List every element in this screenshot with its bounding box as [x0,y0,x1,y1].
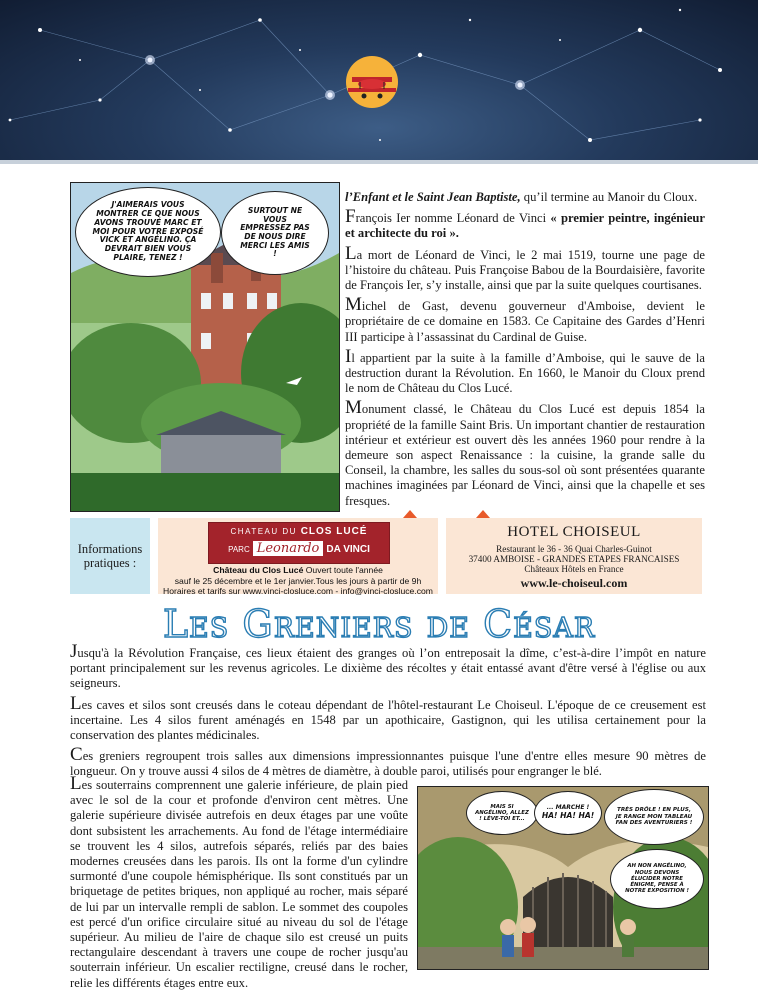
hotel-city: 37400 AMBOISE - GRANDES ETAPES FRANCAISES [468,554,680,564]
info-label: Informations pratiques : [70,518,150,594]
hotel-address: Restaurant le 36 - 36 Quai Charles-Guinot [496,544,652,554]
paragraph: Monument classé, le Château du Clos Lucé est depuis 1854 la propriété de la famille Saint Bris. Un important chantier de restauration intérieur et extérieur est ouvert dès les années 1960 pour rendre à la demeure son aspect Renaissance : la cuisine, la grande salle du Conseil, la chambre, les salles du sous-sol où sont présentées quarante machines imaginées par Léonard de Vinci, ainsi que la chapelle et ses fresques. [345,397,705,508]
paragraph: Il appartient par la suite à la famille d’Amboise, qui le sauve de la destruction durant la Révolution. En 1660, le Manoir du Cloux prend le nom de Château du Clos Lucé. [345,345,705,396]
paragraph: Jusqu'à la Révolution Française, ces lieux étaient des granges où l’on entreposait la dîme, c’est-à-dire l’impôt en nature portant principalement sur les revenus agricoles. Le dixième des récoltes y était entassé avant d'être versé à l'église ou aux seigneurs. [70,641,706,691]
closluce-logo: CHATEAU DU CLOS LUCÉ PARC Leonardo DA VINCI [208,522,390,564]
speech-bubble-4: AH NON ANGÉLINO, NOUS DEVONS ÉLUCIDER NOTRE ÉNIGME, PENSE À NOTRE EXPOSITION ! [610,849,704,909]
souterrains-column [70,773,408,997]
bubble-text: ... MARCHE ! [546,804,590,812]
hotel-info-box [446,518,702,594]
paragraph: La mort de Léonard de Vinci, le 2 mai 1519, tourne une page de l’histoire du château. Puis Françoise Babou de la Bourdaisière, favorite de François Ier, s’y installe, ainsi que par la suite quelques courtisanes. [345,242,705,293]
paragraph: Les caves et silos sont creusés dans le coteau dépendant de l'hôtel-restaurant Le Choiseul. L'époque de ce creusement est incertaine. Les 4 silos furent aménagés en 1548 par un apothicaire, Gastignon, qui les utilisa certainement pour la conservation des plantes médicinales. [70,692,706,743]
speech-bubble-left: J'AIMERAIS VOUS MONTRER CE QUE NOUS AVONS TROUVÉ MARC ET MOI POUR VOTRE EXPOSÉ VICK ET ANGÉLINO. ÇA DEVRAIT BIEN VOUS PLAIRE, TENEZ ! [75,187,221,277]
paragraph: Michel de Gast, devenu gouverneur d'Amboise, devient le propriétaire de ce domaine en 1583. Ce Capitaine des Gardes d’Henri III participe à l’assassinat du Cardinal de Guise. [345,294,705,344]
closluce-details: Château du Clos Lucé Ouvert toute l'année sauf le 25 décembre et le 1er janvier.Tous les jours à partir de 9h Horaires et tarifs sur www.vinci-closluce.com - info@vinci-closluce.com [158,565,438,597]
plane-badge-icon [346,56,398,108]
hotel-website-link[interactable]: www.le-choiseul.com [520,576,628,590]
paragraph: François Ier nomme Léonard de Vinci « premier peintre, ingénieur et architecte du roi ». [345,206,705,241]
section-title: Les Greniers de César [162,602,596,646]
greniers-intro [70,641,706,786]
closluce-info-box [158,518,438,594]
paragraph: Ces greniers regroupent trois salles aux dimensions impressionnantes puisque l'une d'entre elles mesure 90 mètres de longueur. On y trouve aussi 4 silos de 4 mètres de diamètre, à double paroi, utilisés pour engranger le blé. [70,744,706,779]
hotel-label: Châteaux Hôtels en France [524,564,624,574]
closluce-link[interactable]: Horaires et tarifs sur www.vinci-closluce.com - info@vinci-closluce.com [163,586,433,596]
comic-panel-cave [417,786,709,970]
bubble-laugh: HA! HA! HA! [541,811,595,821]
paragraph: l’Enfant et le Saint Jean Baptiste, qu’il termine au Manoir du Cloux. [345,190,698,204]
speech-bubble-right: SURTOUT NE VOUS EMPRESSEZ PAS DE NOUS DIRE MERCI LES AMIS ! [221,191,329,275]
speech-bubble-2 [534,791,602,835]
hotel-title: HOTEL CHOISEUL [507,524,641,540]
paragraph: Les souterrains comprennent une galerie inférieure, de plain pied avec le sol de la cour et profonde d'environ cent mètres. Une galerie supérieure divisée autrefois en deux étages par une voûte dont subsistent les arrachements. Au fond de l'étage intermédiaire se trouvent les 4 silos, autrefois séparés, reliés par des baies modernes creusées dans les parois. Ils ont la forme d'un cylindre surmonté d'une coupole hémisphérique. Ils sont constitués par un briquetage de petites briques, non appliqué au rocher, mais séparé de lui par un intervalle rempli de sablon. Le sommet des coupoles est percé d'un orifice circulaire situé au niveau du sol de l'étage supérieur. Au milieu de l'aire de chaque silo est creusé un puits rectangulaire descendant à travers une coupe de rocher jusqu'au souterrain inférieur. Un escalier rectiligne, creusé dans le rocher, relie les différents étages entre eux. [70,773,408,990]
box-pointer-icon [446,510,702,518]
history-column [345,190,705,515]
speech-bubble-3: TRÈS DRÔLE ! EN PLUS, JE RANGE MON TABLEAU FAN DES AVENTURIERS ! [604,789,704,845]
starry-sky-illustration [0,0,758,160]
header-banner [0,0,758,160]
speech-bubble-1: MAIS SI ANGÉLINO, ALLEZ ! LÈVE-TOI ET... [466,791,538,835]
box-pointer-icon [158,510,438,518]
comic-panel-chateau [70,182,340,512]
header-divider [0,160,758,164]
